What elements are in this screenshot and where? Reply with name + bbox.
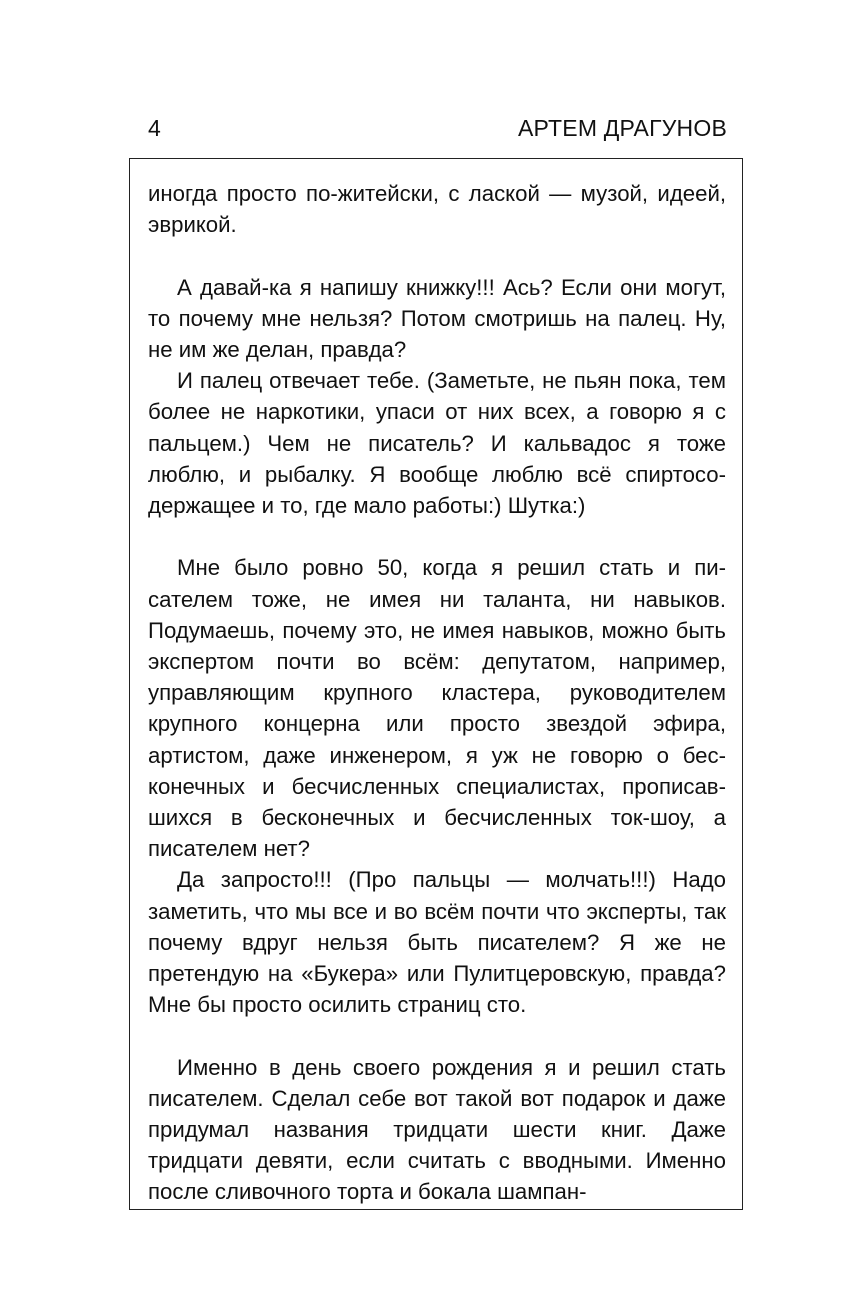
paragraph-3: И палец отвечает тебе. (Заметьте, не пьян пока, тем более не наркотики, упаси от них всех, а говорю я с пальцем.) Чем не писатель? И кальвадос я тоже люблю, и рыбалку. Я вообще люблю всё спиртосодержащее и то, где мало работы:) Шутка:) xyxy=(148,368,726,519)
text-body xyxy=(148,178,726,1208)
paragraph-2: А давай-ка я напишу книжку!!! Ась? Если они могут, то почему мне нельзя? Потом смотришь на палец. Ну, не им же делан, правда? xyxy=(148,274,726,362)
running-head-author: АРТЕМ ДРАГУНОВ xyxy=(517,115,727,141)
page-number: 4 xyxy=(148,115,161,141)
paragraph-5: Да запросто!!! (Про пальцы — молчать!!!) Надо заметить, что мы все и во всём почти что эксперты, так почему вдруг нельзя быть писателем? Я же не претендую на «Букера» или Пулитцеровскую, правда? Мне бы просто осилить страниц сто. xyxy=(148,867,726,1018)
paragraph-6: Именно в день своего рождения я и решил стать писателем. Сделал себе вот такой вот подарок и даже придумал названия тридцати шести книг. Даже тридцати девяти, если считать с вводными. Именно после сливочного торта и бокала шампан- xyxy=(148,1054,726,1205)
paragraph-4: Мне было ровно 50, когда я решил стать и писателем тоже, не имея ни таланта, ни навыков. Подумаешь, почему это, не имея навыков, можно быть экспертом почти во всём: депутатом, например, управляющим крупного кластера, руководителем крупного концерна или просто звездой эфира, артистом, даже инженером, я уж не говорю о бесконечных и бесчисленных специалистах, прописавшихся в бесконечных и бесчисленных ток-шоу, а писателем нет? xyxy=(148,555,726,862)
paragraph-1: иногда просто по-житейски, с лаской — музой, идеей, эврикой. xyxy=(148,181,726,238)
